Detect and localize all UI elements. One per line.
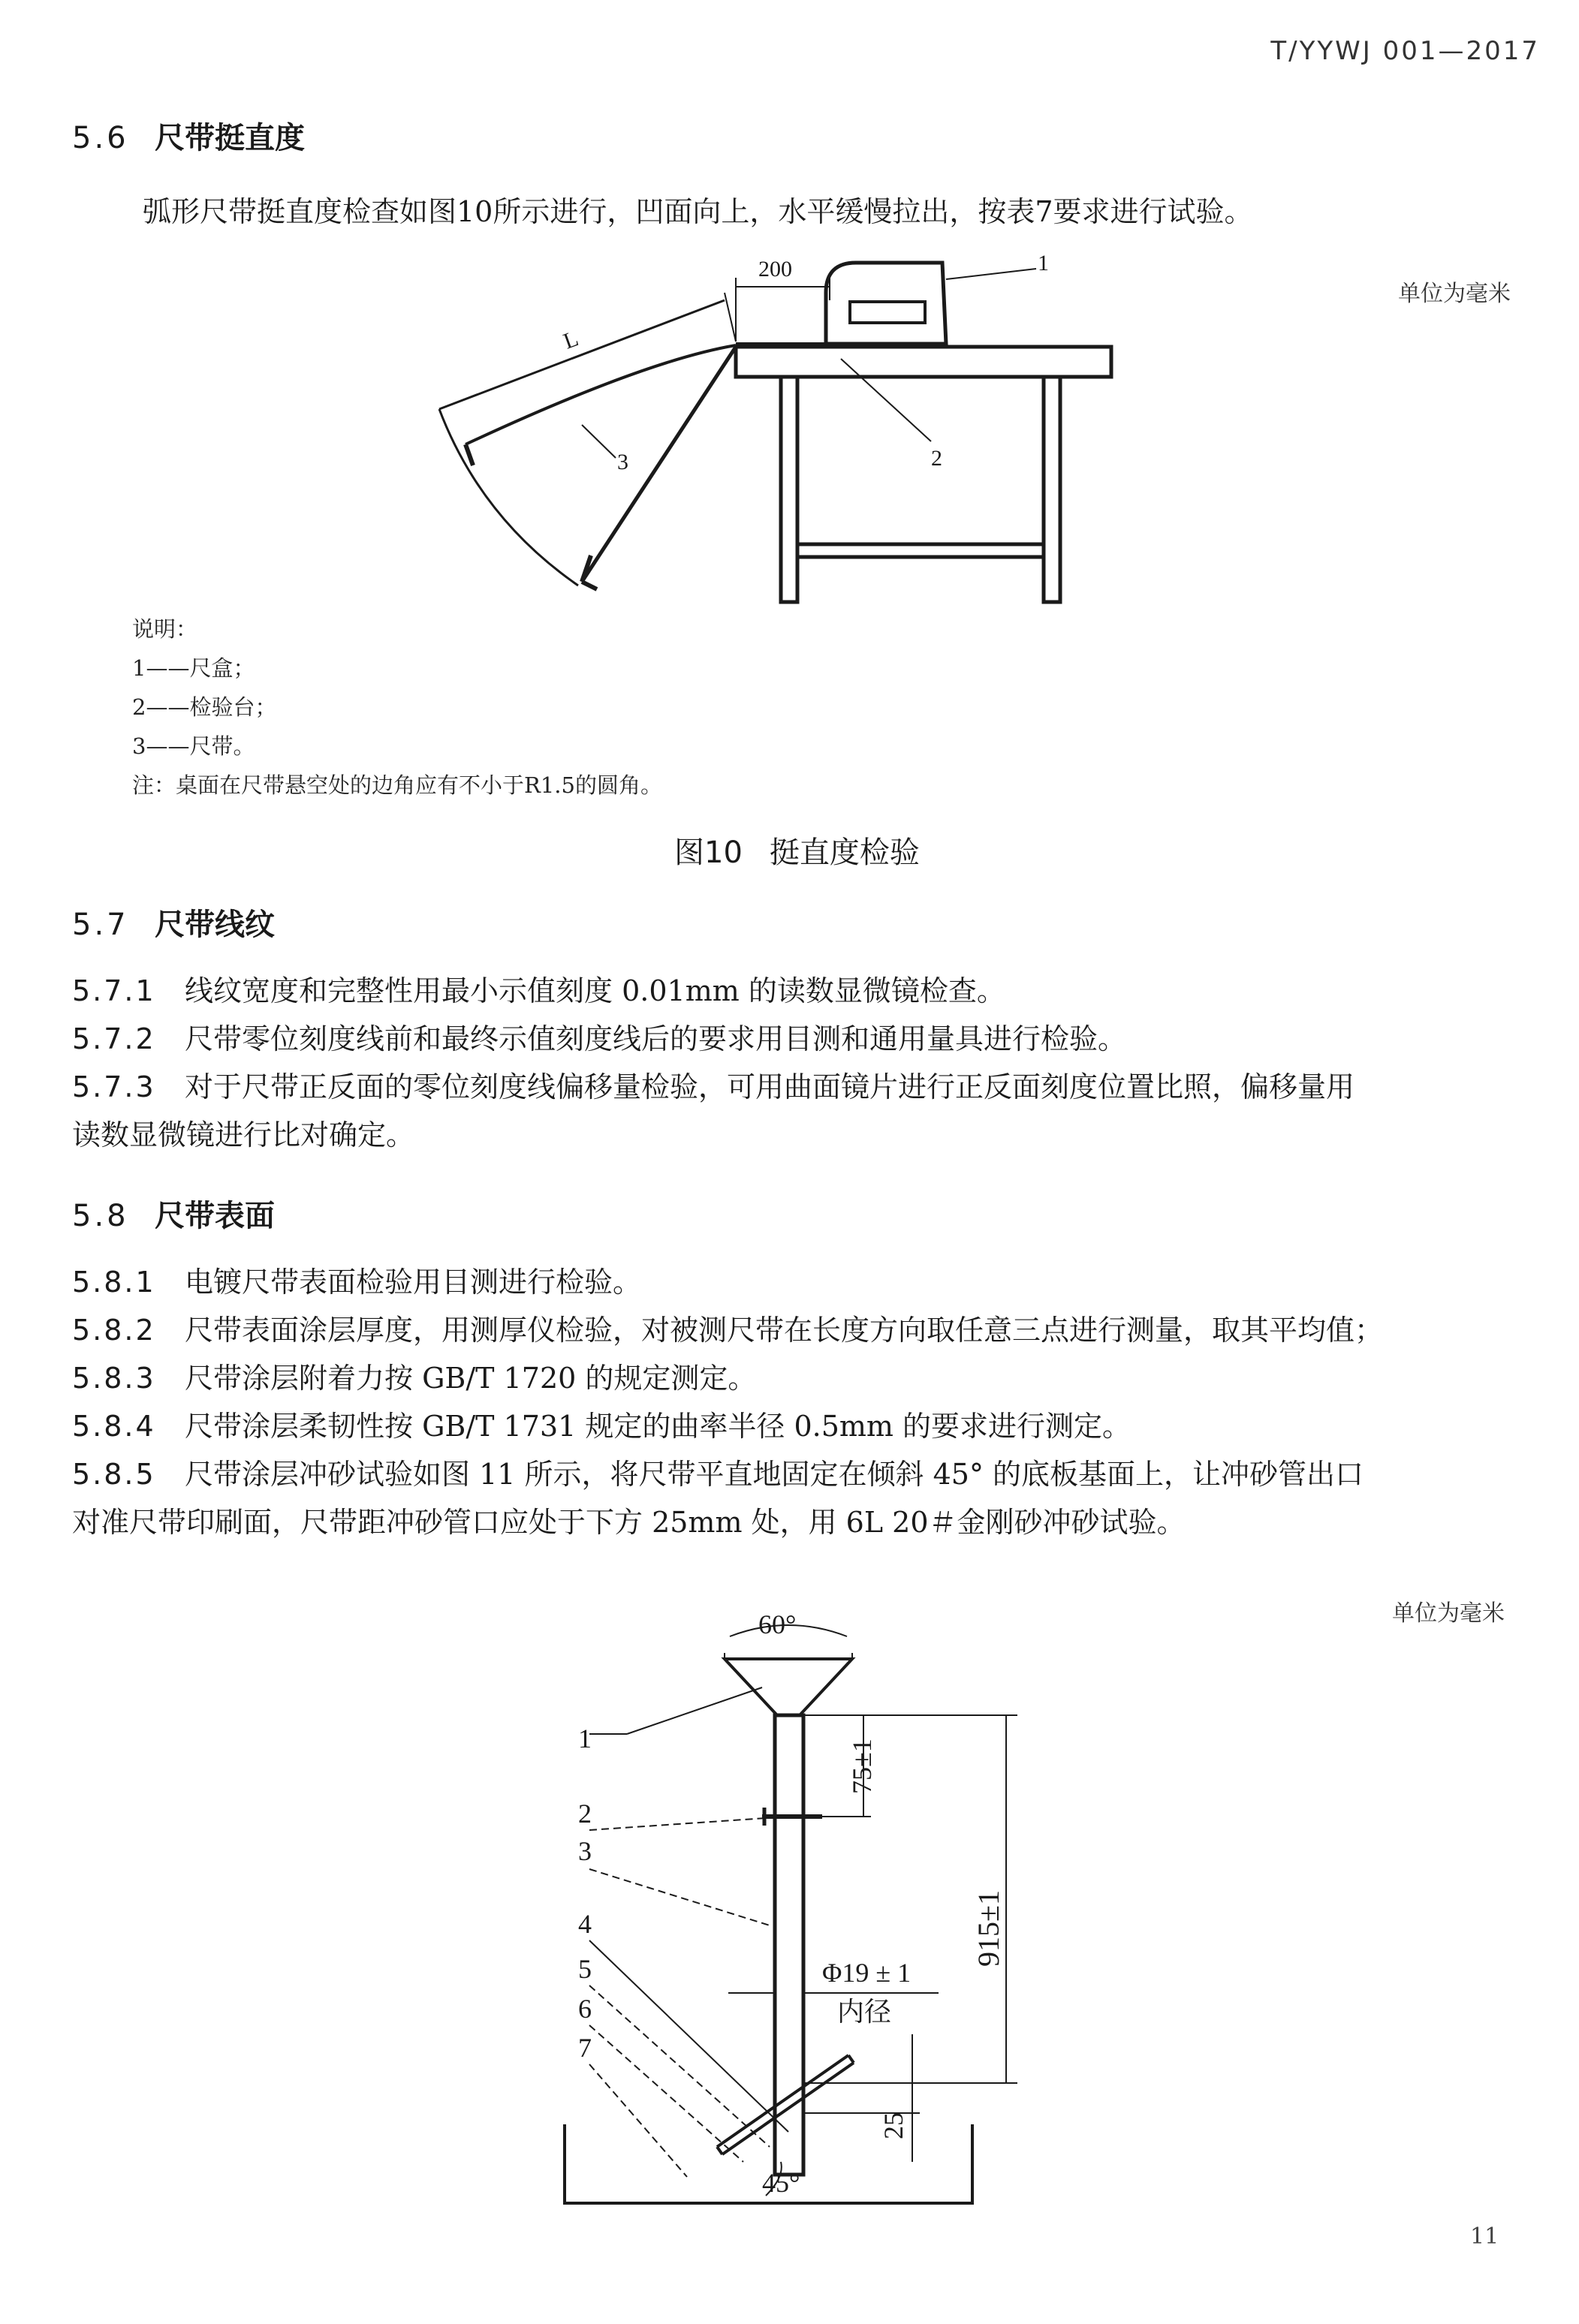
clause-item: 5.8.4 尺带涂层柔韧性按 GB/T 1731 规定的曲率半径 0.5mm 的要求进行测定。 <box>72 1410 1132 1443</box>
dim-200-label: 200 <box>758 257 792 281</box>
section-number: 5.8 <box>72 1199 129 1233</box>
callout-6: 6 <box>578 1994 592 2024</box>
callout-2: 2 <box>578 1799 592 1829</box>
callout-3: 3 <box>578 1836 592 1866</box>
legend-title: 说明： <box>132 616 198 642</box>
table-leg-left <box>781 377 797 602</box>
diameter-label: Φ19 ± 1 <box>822 1958 912 1988</box>
clause-item: 5.7.3 对于尺带正反面的零位刻度线偏移量检验，可用曲面镜片进行正反面刻度位置比照，偏移量用 <box>72 1070 1355 1103</box>
tape-bent <box>466 345 736 444</box>
unit-note: 单位为毫米 <box>1392 1600 1505 1627</box>
section-5-8-items <box>72 1258 1383 1546</box>
section-5-6-heading <box>72 114 305 157</box>
section-title: 尺带线纹 <box>155 908 275 942</box>
section-number: 5.6 <box>72 121 129 155</box>
legend-item: 1——尺盒； <box>132 655 255 681</box>
figure-10-straightness-diagram <box>420 248 1141 608</box>
legend-note: 注：桌面在尺带悬空处的边角应有不小于R1.5的圆角。 <box>132 772 662 798</box>
figure-11-sandblast-diagram <box>556 1584 1036 2214</box>
callout-1: 1 <box>1038 251 1049 275</box>
clause-continuation: 对准尺带印刷面，尺带距冲砂管口应处于下方 25mm 处，用 6L 20＃金刚砂冲砂试验。 <box>72 1506 1186 1539</box>
dim-25-label: 25 <box>878 2112 909 2139</box>
clause-item: 5.7.2 尺带零位刻度线前和最终示值刻度线后的要求用目测和通用量具进行检验。 <box>72 1022 1127 1055</box>
clause-item: 5.8.1 电镀尺带表面检验用目测进行检验。 <box>72 1266 642 1299</box>
section-5-8-heading <box>72 1192 275 1235</box>
clause-item: 5.8.5 尺带涂层冲砂试验如图 11 所示，将尺带平直地固定在倾斜 45° 的底板基面上，让冲砂管出口 <box>72 1458 1364 1491</box>
figure-number: 图10 <box>674 835 743 870</box>
legend-item: 2——检验台； <box>132 694 277 720</box>
section-title: 尺带挺直度 <box>155 121 305 155</box>
figure-10-legend <box>132 610 662 805</box>
page-number: 11 <box>1470 2223 1499 2250</box>
dim-75-label: 75±1 <box>847 1738 877 1794</box>
funnel <box>725 1659 852 1715</box>
callout-3: 3 <box>617 450 628 474</box>
section-5-6-paragraph: 弧形尺带挺直度检查如图10所示进行，凹面向上，水平缓慢拉出，按表7要求进行试验。 <box>143 195 1253 228</box>
dim-915-label: 915±1 <box>972 1890 1005 1967</box>
angle-45-label: 45° <box>762 2168 800 2198</box>
callout-7: 7 <box>578 2033 592 2063</box>
tape-straight <box>582 347 736 582</box>
angle-60-label: 60° <box>758 1609 797 1639</box>
inclined-plate <box>717 2055 854 2154</box>
figure-title: 挺直度检验 <box>769 835 920 870</box>
section-number: 5.7 <box>72 908 129 942</box>
callout-1: 1 <box>578 1723 592 1754</box>
table-leg-right <box>1044 377 1060 602</box>
section-5-7-items <box>72 967 1355 1159</box>
standard-code: T/YYWJ 001—2017 <box>1270 36 1540 66</box>
section-title: 尺带表面 <box>155 1199 275 1233</box>
callout-2: 2 <box>931 446 942 471</box>
unit-note: 单位为毫米 <box>1398 281 1511 307</box>
clause-item: 5.8.2 尺带表面涂层厚度，用测厚仪检验，对被测尺带在长度方向取任意三点进行测量，取其平均值； <box>72 1314 1384 1347</box>
sand-tube <box>775 1715 803 2175</box>
sweep-arc <box>439 409 578 586</box>
diameter-note: 内径 <box>837 1997 892 2027</box>
clause-continuation: 读数显微镜进行比对确定。 <box>72 1118 415 1151</box>
clause-item: 5.7.1 线纹宽度和完整性用最小示值刻度 0.01mm 的读数显微镜检查。 <box>72 974 1005 1007</box>
clause-item: 5.8.3 尺带涂层附着力按 GB/T 1720 的规定测定。 <box>72 1362 757 1395</box>
figure-10-caption <box>674 829 920 872</box>
section-5-7-heading <box>72 901 275 944</box>
table-top <box>736 347 1111 377</box>
legend-item: 3——尺带。 <box>132 733 255 759</box>
arc-length-label: L <box>560 326 582 354</box>
callout-5: 5 <box>578 1954 592 1984</box>
callout-4: 4 <box>578 1909 592 1939</box>
